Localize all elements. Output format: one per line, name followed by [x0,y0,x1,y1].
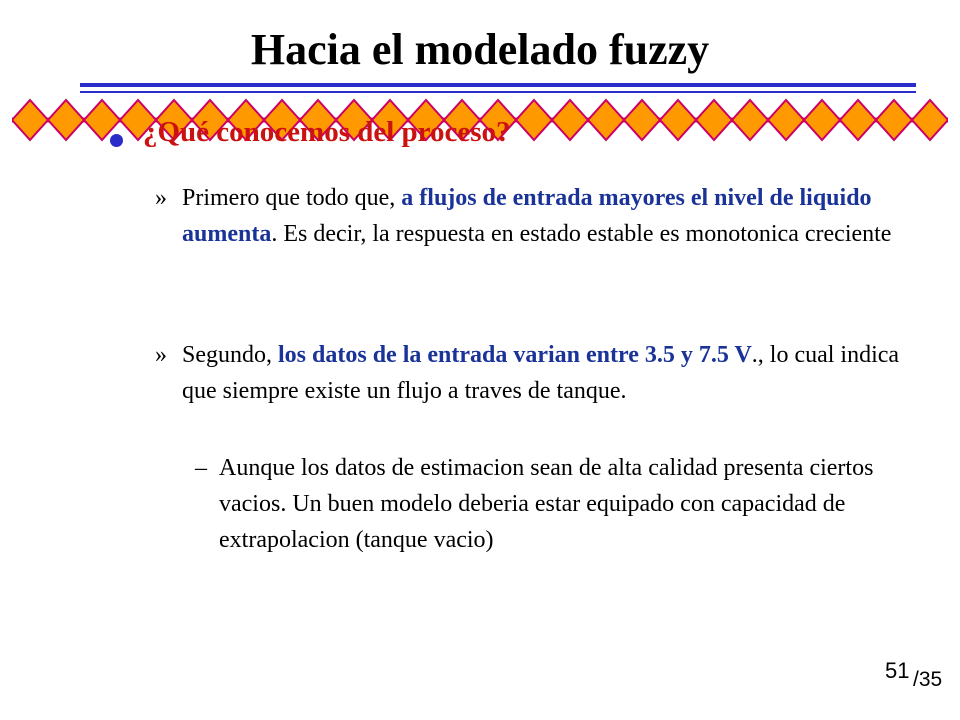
point-text: Segundo, los datos de la entrada varian entre 3.5 y 7.5 V., lo cual indica que siempre existe un flujo a traves de tanque. [182,342,900,404]
slide-title: Hacia el modelado fuzzy [250,25,710,74]
title-underline-thin [80,91,916,93]
border-diamond [696,100,732,140]
page-total: /35 [913,668,943,691]
border-diamond [588,100,624,140]
page-number: 51 [885,658,910,683]
bullet-heading: ¿Qué conocemos del proceso? [143,116,511,148]
border-diamond [48,100,84,140]
sub-point [195,450,925,558]
sub-point-text: Aunque los datos de estimacion sean de alta calidad presenta ciertos vacios. Un buen modelo deberia estar equipado con capacidad de extrapolacion (tanque vacio) [219,455,874,553]
border-diamond [876,100,912,140]
bullet-dot-icon [110,134,123,147]
point-text: Primero que todo que, a flujos de entrada mayores el nivel de liquido aumenta. Es decir, la respuesta en estado estable es monotonica creciente [182,185,892,247]
border-diamond [732,100,768,140]
point-marker: » [155,342,167,368]
point-2 [155,337,915,409]
point-marker: » [155,185,167,211]
border-diamond [840,100,876,140]
border-diamond [768,100,804,140]
border-diamond [912,100,948,140]
border-diamond [12,100,48,140]
title-underline-thick [80,83,916,87]
border-diamond [552,100,588,140]
border-diamond [804,100,840,140]
border-diamond [516,100,552,140]
point-highlight: los datos de la entrada varian entre 3.5 y 7.5 V [278,342,752,368]
point-highlight: a flujos de entrada mayores el nivel de liquido aumenta [182,185,872,247]
border-diamond [624,100,660,140]
point-1 [155,180,915,252]
sub-point-marker: – [195,455,207,481]
border-diamond [660,100,696,140]
